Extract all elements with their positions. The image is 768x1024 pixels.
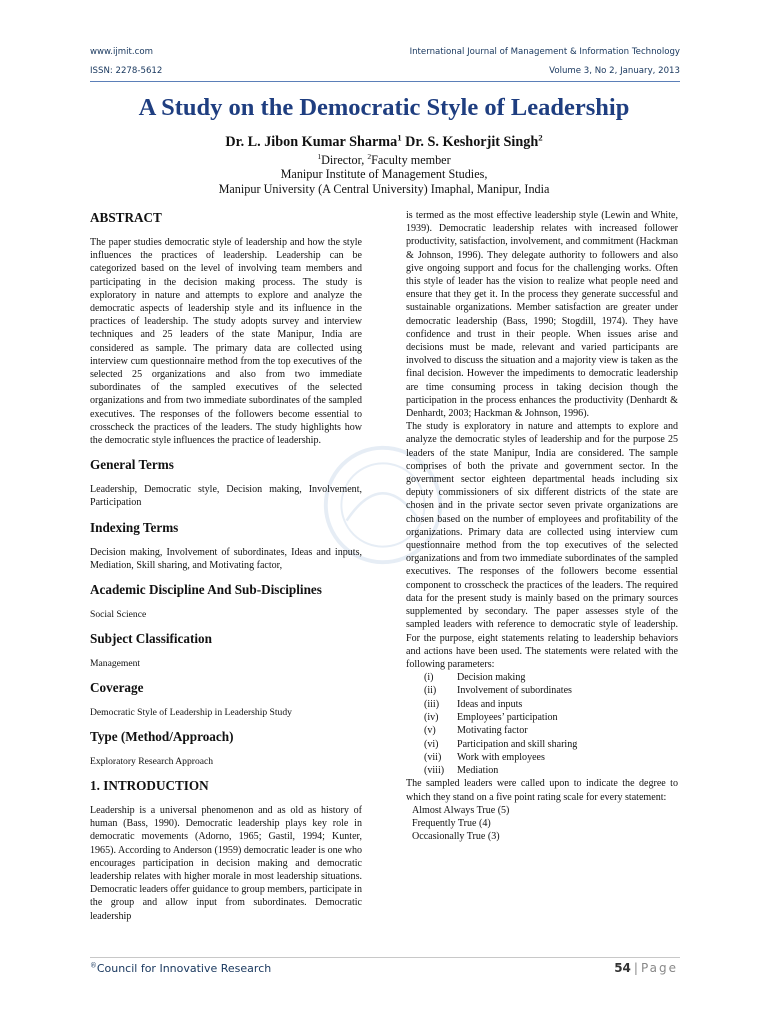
registered-mark: ® [90, 961, 97, 970]
list-item-number: (iv) [424, 712, 439, 723]
list-item-number: (viii) [424, 765, 445, 777]
scale-item: Almost Always True (5) [412, 804, 510, 816]
list-item-text: Work with employees [457, 751, 545, 763]
abstract-heading: ABSTRACT [90, 210, 162, 225]
running-header-top [90, 47, 680, 57]
affiliation-role-2: Faculty member [371, 153, 451, 167]
list-item [406, 764, 678, 777]
affiliation-university: Manipur University (A Central University) Imaphal, Manipur, India [218, 182, 550, 196]
author-line [0, 134, 768, 151]
introduction-text: Leadership is a universal phenomenon and as old as history of human (Bass, 1990). Democratic leadership plays key role in democratic movements (Adorno, 1965; Gastil, 1994; Kunter, 1965). According to Anderson (1959) democratic leader is one who encourages participation in decision making and democratic leadership relates with higher morale in most leadership situations. Democratic leaders offer guidance to group members, participate in the group and allow input from subordinates. Democratic leadership [90, 805, 362, 922]
list-item [406, 698, 678, 711]
journal-volume: Volume 3, No 2, January, 2013 [549, 66, 680, 76]
list-item-text: Participation and skill sharing [457, 738, 578, 750]
list-item-number: (vii) [424, 751, 442, 763]
journal-issn: ISSN: 2278-5612 [90, 66, 163, 76]
affiliation-sup-2: 2 [367, 151, 372, 161]
list-item-number: (iii) [424, 698, 440, 710]
author-2-superscript: 2 [538, 132, 543, 143]
abstract-text: The paper studies democratic style of leadership and how the style influences the practices of leadership. Leadership can be categorized based on the level of involving team members and participating in the decision making process. The study is exploratory in nature and attempts to explore and analyze the democratic aspects of leadership style and its influence in the practices of leadership. The study adopts survey and interview techniques and 25 leaders of the state Manipur, India are considered as sample. The primary data are collected using interview cum questionnaire method from the top executives of the selected 25 organizations and also from two immediate subordinates of the sampled executives of the selected organizations and from two immediate subordinates of the sampled executives. The responses of the followers become essential to crosscheck the practices of the leaders. The study highlights how the democratic style influences the practice of leadership. [90, 237, 362, 447]
left-column [90, 208, 362, 923]
scale-item: Occasionally True (3) [412, 831, 500, 843]
footer-divider [90, 957, 680, 958]
parameters-list [406, 671, 678, 777]
page-label: Page [640, 961, 678, 975]
list-item-text: Motivating factor [457, 725, 528, 737]
coverage-text: Democratic Style of Leadership in Leadership Study [90, 707, 292, 719]
footer-publisher [90, 962, 271, 975]
list-item-number: (ii) [424, 685, 437, 697]
indexing-terms-heading: Indexing Terms [90, 519, 179, 535]
list-item-text: Involvement of subordinates [457, 685, 572, 697]
right-column [406, 209, 678, 844]
list-item-text: Decision making [457, 672, 526, 684]
affiliation-role-1: Director, [321, 153, 368, 167]
publisher-name: Council for Innovative Research [96, 962, 272, 975]
intro-continued-paragraph: is termed as the most effective leadership style (Lewin and White, 1939). Democratic leadership relates with increased follower productivity, satisfaction, involvement, and commitment (Hackman & Johnson, 1996). They delegate authority to followers and also give ongoing support and focus for the challenging works. Often this style of leader has the vision to realize what people need and ensure that they get it. In the process they generate successful and sustainable organizations. Member satisfaction are greater under democratic leadership (Bass, 1990; Stogdill, 1974). They have confidence and trust in their people. When issues arise and decisions must be made, relevant and varied participants are involved to discuss the situation and a majority view is taken as the final decision. However the impediments to democratic leadership are time consuming process in taking decision though the participation in the process enhances the productivity (Denhardt & Denhardt, 2003; Hackman & Johnson, 1996). [406, 210, 678, 420]
general-terms-heading: General Terms [90, 457, 174, 473]
methodology-paragraph: The study is exploratory in nature and attempts to explore and analyze the democratic styles of leadership and for the purpose 25 leaders of the state Manipur, India are considered. The sample comprises of both the private and government sector. In the government sector eighteen departmental heads including six deputy commissioners of six different districts of the state are chosen and in the private sector seven private organizations are chosen based on the number of employees and profitability of the organizations. Primary data are collected using interview cum questionnaire method from the top executives of the selected organizations and from two immediate subordinates of the sampled executives. The responses of the followers become essential component to crosscheck the practices of the leaders. The required data for the present study is mainly based on the primary sources supplemented by secondary. The paper assesses style of the sampled leaders with reference to democratic style of leadership. For the purpose, eight statements relating to leadership behaviors and actions have been used. The statements were related with the following parameters: [406, 421, 678, 670]
list-item-number: (i) [424, 672, 434, 684]
general-terms-text: Leadership, Democratic style, Decision making, Involvement, Participation [90, 484, 362, 509]
author-1: Dr. L. Jibon Kumar Sharma [225, 134, 398, 150]
subject-classification-text: Management [90, 658, 141, 670]
indexing-terms-text: Decision making, Involvement of subordinates, Ideas and inputs, Mediation, Skill sharing, and Motivating factor, [90, 546, 362, 571]
rating-scale-paragraph: The sampled leaders were called upon to indicate the degree to which they stand on a five point rating scale for every statement: [406, 778, 678, 803]
header-divider [90, 81, 680, 82]
academic-discipline-text: Social Science [90, 609, 147, 621]
list-item [406, 724, 678, 737]
list-item [406, 751, 678, 764]
list-item-text: Ideas and inputs [457, 698, 523, 710]
scale-item: Frequently True (4) [412, 818, 491, 830]
affiliation-institute: Manipur Institute of Management Studies, [280, 167, 488, 181]
type-text: Exploratory Research Approach [90, 756, 214, 768]
page-separator: | [633, 961, 638, 975]
list-item [406, 738, 678, 751]
academic-discipline-heading: Academic Discipline And Sub-Disciplines [90, 582, 322, 598]
paper-title: A Study on the Democratic Style of Leadership [138, 94, 630, 121]
introduction-heading: 1. INTRODUCTION [90, 778, 209, 794]
list-item [406, 684, 678, 697]
list-item [406, 671, 678, 684]
list-item-text: Employees’ participation [457, 712, 558, 723]
affiliation-sup-1: 1 [317, 151, 322, 161]
affiliation-roles [0, 153, 768, 167]
author-2: Dr. S. Keshorjit Singh [405, 134, 539, 150]
author-1-superscript: 1 [397, 132, 402, 143]
journal-website: www.ijmit.com [90, 47, 154, 57]
page-number: 54 [614, 961, 631, 975]
list-item-text: Mediation [457, 765, 499, 777]
list-item-number: (v) [424, 725, 436, 737]
coverage-heading: Coverage [90, 680, 144, 696]
subject-classification-heading: Subject Classification [90, 631, 212, 647]
list-item [406, 711, 678, 724]
footer-page [614, 961, 678, 975]
type-heading: Type (Method/Approach) [90, 729, 234, 745]
running-header-bottom [90, 66, 680, 76]
list-item-number: (vi) [424, 738, 439, 750]
journal-name: International Journal of Management & Information Technology [409, 47, 680, 57]
